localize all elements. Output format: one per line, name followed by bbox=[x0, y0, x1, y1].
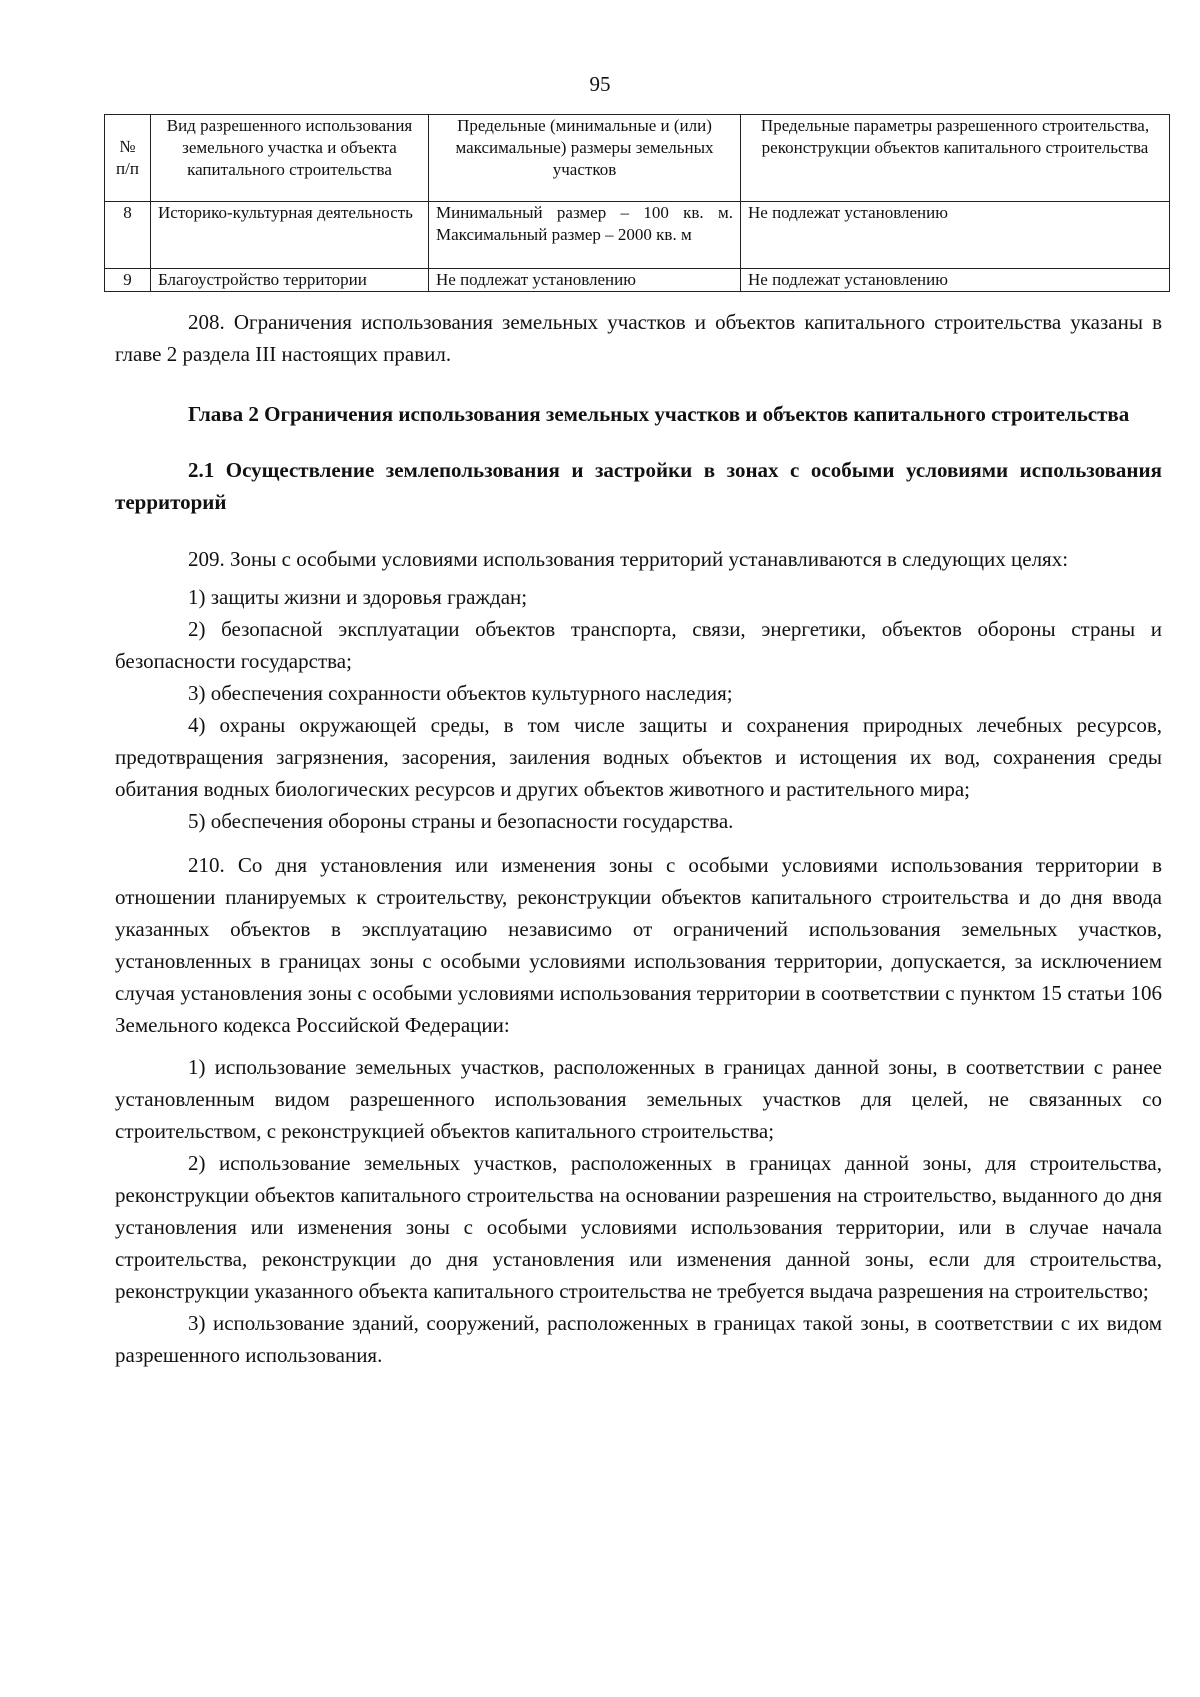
chapter-heading: Глава 2 Ограничения использования земельных участков и объектов капитального строительства bbox=[188, 402, 1130, 426]
list-item: 4) охраны окружающей среды, в том числе защиты и сохранения природных лечебных ресурсов, предотвращения загрязнения, засорения, заиления водных объектов и истощения их вод, сохранения среды обитания водных биологических ресурсов и других объектов животного и растительного мира; bbox=[115, 713, 1162, 801]
cell-use-type: Историко-культурная деятельность bbox=[151, 202, 429, 269]
cell-plot-size: Минимальный размер – 100 кв. м. Максимальный размер – 2000 кв. м bbox=[429, 202, 741, 269]
header-use-type: Вид разрешенного использования земельного участка и объекта капитального строительства bbox=[151, 115, 429, 202]
list-item: 5) обеспечения обороны страны и безопасности государства. bbox=[188, 809, 734, 833]
header-plot-size: Предельные (минимальные и (или) максимальные) размеры земельных участков bbox=[429, 115, 741, 202]
paragraph-210: 210. Со дня установления или изменения зоны с особыми условиями использования территории в отношении планируемых к строительству, реконструкции объектов капитального строительства и до дня ввода указанных объектов в эксплуатацию независимо от ограничений использования земельных участков, установленных в границах зоны с особыми условиями использования территории, допускается, за исключением случая установления зоны с особыми условиями использования территории в соответствии с пунктом 15 статьи 106 Земельного кодекса Российской Федерации: bbox=[115, 853, 1162, 1037]
table-row bbox=[105, 269, 1170, 292]
header-number: № п/п bbox=[105, 115, 151, 202]
list-item: 1) использование земельных участков, расположенных в границах данной зоны, в соответствии с ранее установленным видом разрешенного использования земельных участков для целей, не связанных со строительством, с реконструкцией объектов капитального строительства; bbox=[115, 1055, 1162, 1143]
cell-use-type: Благоустройство территории bbox=[151, 269, 429, 292]
list-item: 2) безопасной эксплуатации объектов транспорта, связи, энергетики, объектов обороны страны и безопасности государства; bbox=[115, 617, 1162, 673]
list-item: 1) защиты жизни и здоровья граждан; bbox=[188, 585, 528, 609]
page-number: 95 bbox=[589, 72, 611, 96]
list-item: 2) использование земельных участков, расположенных в границах данной зоны, для строительства, реконструкции объектов капитального строительства на основании разрешения на строительство, выданного до дня установления или изменения зоны с особыми условиями использования территории, или в случае начала строительства, реконструкции до дня установления или изменения данной зоны, если для строительства, реконструкции указанного объекта капитального строительства не требуется выдача разрешения на строительство; bbox=[115, 1151, 1162, 1303]
cell-number: 8 bbox=[105, 202, 151, 269]
header-build-params: Предельные параметры разрешенного строительства, реконструкции объектов капитального строительства bbox=[741, 115, 1170, 202]
document-body bbox=[115, 306, 1162, 1371]
table-header-row bbox=[105, 115, 1170, 202]
table-row bbox=[105, 202, 1170, 269]
cell-number: 9 bbox=[105, 269, 151, 292]
cell-plot-size: Не подлежат установлению bbox=[429, 269, 741, 292]
paragraph-208: 208. Ограничения использования земельных участков и объектов капитального строительства указаны в главе 2 раздела III настоящих правил. bbox=[115, 310, 1162, 366]
zoning-table bbox=[104, 114, 1170, 292]
paragraph-209: 209. Зоны с особыми условиями использования территорий устанавливаются в следующих целях: bbox=[188, 547, 1069, 571]
list-item: 3) использование зданий, сооружений, расположенных в границах такой зоны, в соответствии с их видом разрешенного использования. bbox=[115, 1311, 1162, 1367]
list-item: 3) обеспечения сохранности объектов культурного наследия; bbox=[188, 681, 733, 705]
cell-build-params: Не подлежат установлению bbox=[741, 269, 1170, 292]
section-heading: 2.1 Осуществление землепользования и застройки в зонах с особыми условиями использования территорий bbox=[115, 458, 1162, 514]
cell-build-params: Не подлежат установлению bbox=[741, 202, 1170, 269]
